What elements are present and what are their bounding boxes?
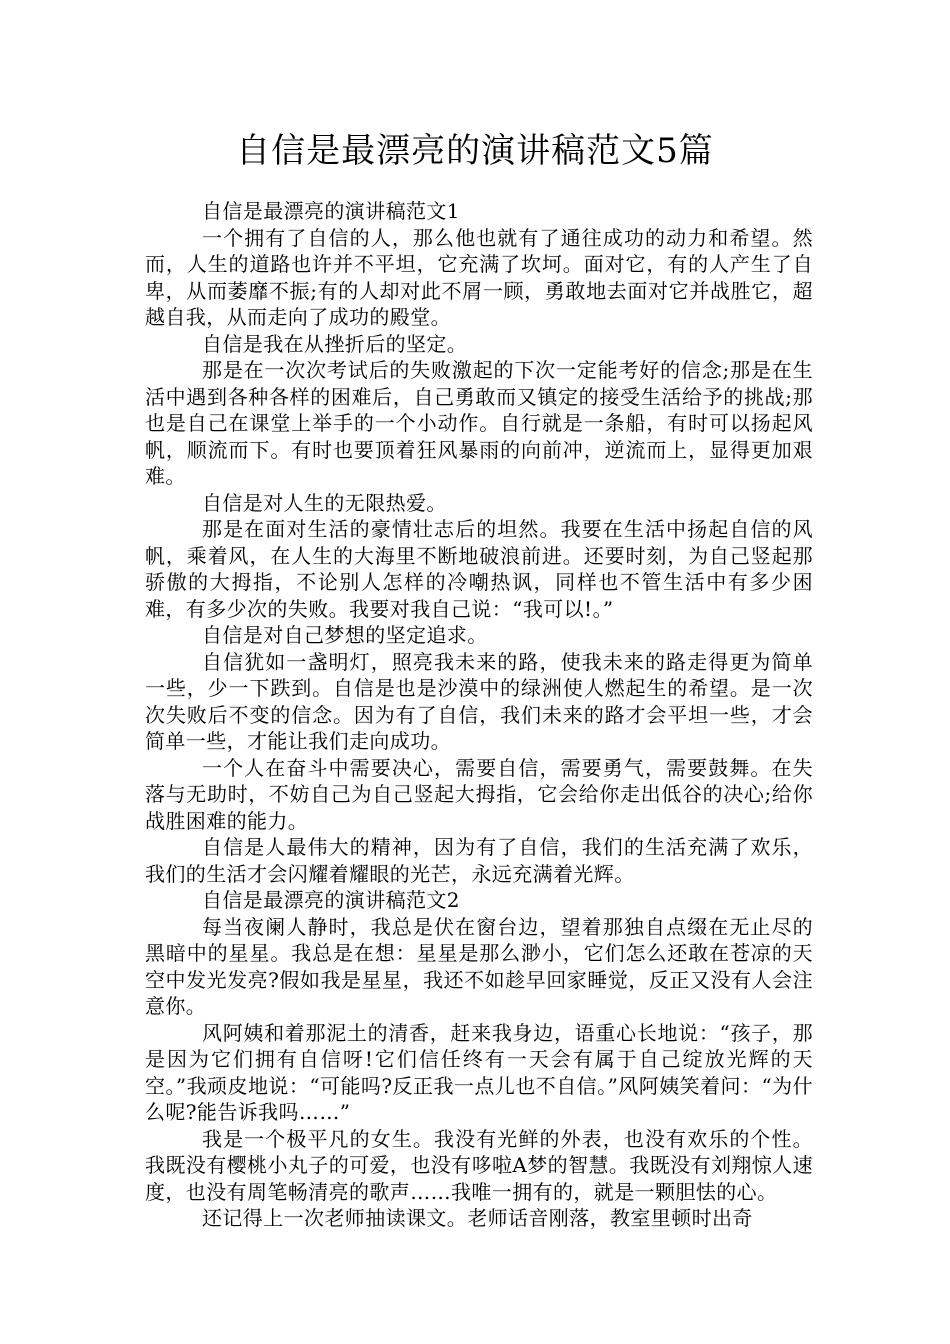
paragraph: 还记得上一次老师抽读课文。老师话音刚落，教室里顿时出奇 <box>202 1206 753 1230</box>
paragraph: 自信是人最伟大的精神，因为有了自信，我们的生活充满了欢乐，我们的生活才会闪耀着耀眼的光芒，永远充满着光辉。 <box>145 835 813 886</box>
paragraph: 那是在面对生活的豪情壮志后的坦然。我要在生活中扬起自信的风帆，乘着风，在人生的大海里不断地破浪前进。还要时刻，为自己竖起那骄傲的大拇指，不论别人怎样的冷嘲热讽，同样也不管生活中有多少困难，有多少次的失败。我要对我自己说：“我可以!。” <box>145 517 813 621</box>
paragraph: 一个拥有了自信的人，那么他也就有了通往成功的动力和希望。然而，人生的道路也许并不平坦，它充满了坎坷。面对它，有的人产生了自卑，从而萎靡不振;有的人却对此不屑一顾，勇敢地去面对它并战胜它，超越自我，从而走向了成功的殿堂。 <box>145 225 813 329</box>
document-title: 自信是最漂亮的演讲稿范文5篇 <box>236 131 714 171</box>
paragraph: 自信是我在从挫折后的坚定。 <box>202 331 468 356</box>
paragraph: 风阿姨和着那泥土的清香，赶来我身边，语重心长地说：“孩子，那是因为它们拥有自信呀!它们信任终有一天会有属于自己绽放光辉的天空。”我顽皮地说：“可能吗?反正我一点儿也不自信。”风阿姨笑着问：“为什么呢?能告诉我吗……” <box>145 1020 813 1124</box>
paragraph: 每当夜阑人静时，我总是伏在窗台边，望着那独自点缀在无止尽的黑暗中的星星。我总是在想：星星是那么渺小，它们怎么还敢在苍凉的天空中发光发亮?假如我是星星，我还不如趁早回家睡觉，反正又没有人会注意你。 <box>145 914 813 1018</box>
paragraph: 那是在一次次考试后的失败激起的下次一定能考好的信念;那是在生活中遇到各种各样的困难后，自己勇敢而又镇定的接受生活给予的挑战;那也是自己在课堂上举手的一个小动作。自行就是一条船，有时可以扬起风帆，顺流而下。有时也要顶着狂风暴雨的向前冲，逆流而上，显得更加艰难。 <box>145 358 813 488</box>
paragraph: 一个人在奋斗中需要决心，需要自信，需要勇气，需要鼓舞。在失落与无助时，不妨自己为自己竖起大拇指，它会给你走出低谷的决心;给你战胜困难的能力。 <box>145 755 813 833</box>
document-body <box>145 198 813 1232</box>
paragraph: 自信犹如一盏明灯，照亮我未来的路，使我未来的路走得更为简单一些，少一下跌到。自信是也是沙漠中的绿洲使人燃起生的希望。是一次次失败后不变的信念。因为有了自信，我们未来的路才会平坦一些，才会简单一些，才能让我们走向成功。 <box>145 649 813 753</box>
section-heading: 自信是最漂亮的演讲稿范文2 <box>202 888 460 912</box>
paragraph: 自信是对自己梦想的坚定追求。 <box>202 623 488 647</box>
section-heading: 自信是最漂亮的演讲稿范文1 <box>202 199 460 223</box>
paragraph: 自信是对人生的无限热爱。 <box>202 490 447 515</box>
paragraph: 我是一个极平凡的女生。我没有光鲜的外表，也没有欢乐的个性。我既没有樱桃小丸子的可爱，也没有哆啦A梦的智慧。我既没有刘翔惊人速度，也没有周笔畅清亮的歌声……我唯一拥有的，就是一颗胆怯的心。 <box>145 1126 813 1204</box>
